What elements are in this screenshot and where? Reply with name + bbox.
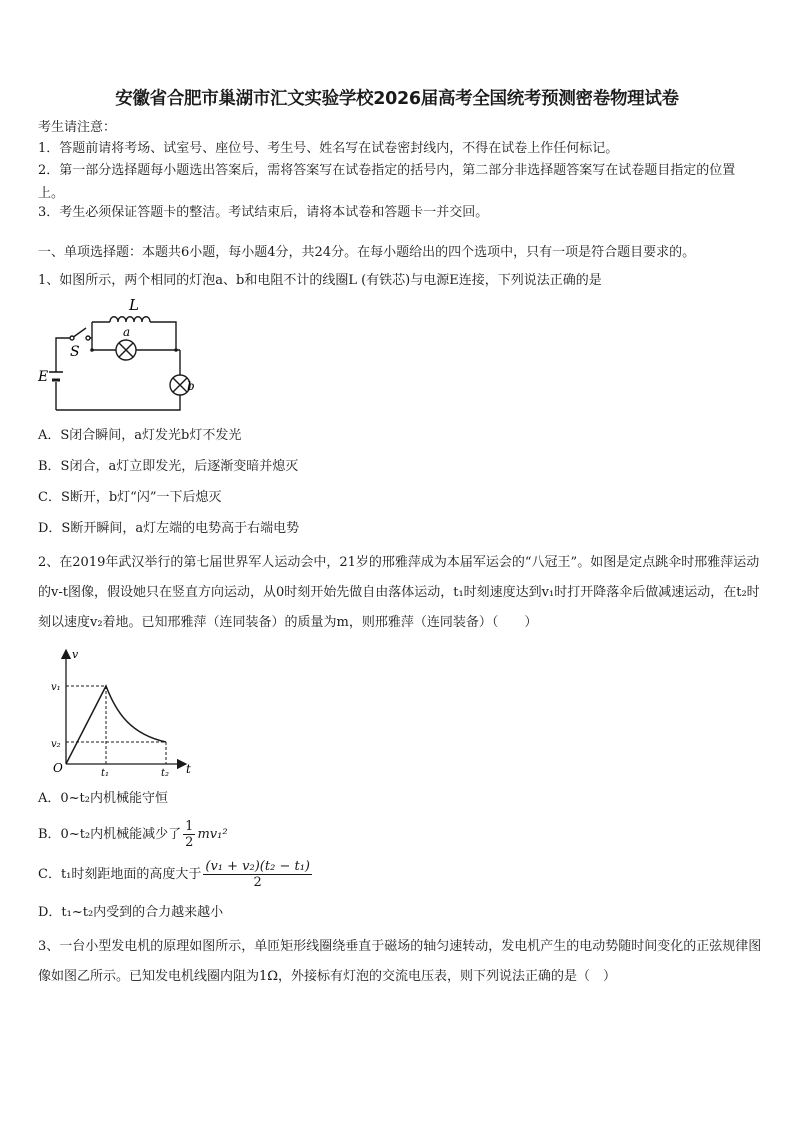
fraction-denominator: 2 xyxy=(253,875,262,890)
v1-label: v₁ xyxy=(51,682,61,693)
q1-option-a: A．S闭合瞬间，a灯发光b灯不发光 xyxy=(38,428,242,443)
q3-stem: 3、一台小型发电机的原理如图所示，单匝矩形线圈绕垂直于磁场的轴匀速转动，发电机产生的电动势随时间变化的正弦规律图像如图乙所示。已知发电机线圈内阻为1Ω，外接标有灯泡的交流电压表，则下列说法正确的是（ ） xyxy=(38,939,762,984)
q2-option-c xyxy=(38,857,314,893)
q2-option-b-text: B．0~t₂内机械能减少了 xyxy=(38,827,182,842)
origin-label: O xyxy=(53,761,63,775)
lamp-a-label: a xyxy=(123,325,131,339)
lamp-b-label: b xyxy=(187,379,195,393)
t2-label: t₂ xyxy=(161,768,170,778)
q2-option-a: A．0~t₂内机械能守恒 xyxy=(38,791,168,806)
source-label: E xyxy=(38,369,49,385)
switch-label: S xyxy=(70,344,80,360)
fraction-height xyxy=(203,859,312,890)
q2-stem: 2、在2019年武汉举行的第七届世界军人运动会中，21岁的邢雅萍成为本届军运会的“八冠王”。如图是定点跳伞时邢雅萍运动的v-t图像，假设她只在竖直方向运动，从0时刻开始先做自由落体运动，t₁时刻速度达到v₁时打开降落伞后做减速运动，在t₂时刻以速度v₂着地。已知邢雅萍（连同装备）的质量为m，则邢雅萍（连同装备）（ ） xyxy=(38,555,760,630)
fraction-half xyxy=(183,819,195,850)
circuit-diagram xyxy=(36,292,196,416)
coil-label: L xyxy=(129,296,139,314)
option-b-expression: mv₁² xyxy=(197,827,228,842)
v2-label: v₂ xyxy=(51,739,61,750)
notice-item-2: 2．第一部分选择题每小题选出答案后，需将答案写在试卷指定的括号内，第二部分非选择题答案写在试卷题目指定的位置上。 xyxy=(38,163,736,201)
x-axis-label: t xyxy=(186,762,191,776)
q1-option-c: C．S断开，b灯“闪”一下后熄灭 xyxy=(38,490,222,505)
vt-graph xyxy=(44,644,204,778)
q2-option-b xyxy=(38,818,228,852)
y-axis-label: v xyxy=(72,648,79,661)
notice-item-3: 3．考生必须保证答题卡的整洁。考试结束后，请将本试卷和答题卡一并交回。 xyxy=(38,205,489,220)
q2-option-d: D．t₁~t₂内受到的合力越来越小 xyxy=(38,905,224,920)
fraction-denominator: 2 xyxy=(185,835,194,850)
q1-stem: 1、如图所示，两个相同的灯泡a、b和电阻不计的线圈L (有铁芯)与电源E连接，下列说法正确的是 xyxy=(38,273,602,288)
notice-item-1: 1．答题前请将考场、试室号、座位号、考生号、姓名写在试卷密封线内，不得在试卷上作任何标记。 xyxy=(38,141,619,156)
fraction-numerator: 1 xyxy=(185,819,194,834)
t1-label: t₁ xyxy=(101,768,110,778)
q2-option-c-text: C．t₁时刻距地面的高度大于 xyxy=(38,867,202,882)
section-heading: 一、单项选择题：本题共6小题，每小题4分，共24分。在每小题给出的四个选项中，只有一项是符合题目要求的。 xyxy=(38,245,696,260)
exam-title: 安徽省合肥市巢湖市汇文实验学校2026届高考全国统考预测密卷物理试卷 xyxy=(115,89,679,109)
q1-option-b: B．S闭合，a灯立即发光，后逐渐变暗并熄灭 xyxy=(38,459,299,474)
notice-heading: 考生请注意： xyxy=(38,120,117,135)
q1-option-d: D．S断开瞬间，a灯左端的电势高于右端电势 xyxy=(38,521,300,536)
fraction-numerator: (v₁ + v₂)(t₂ − t₁) xyxy=(205,859,310,874)
